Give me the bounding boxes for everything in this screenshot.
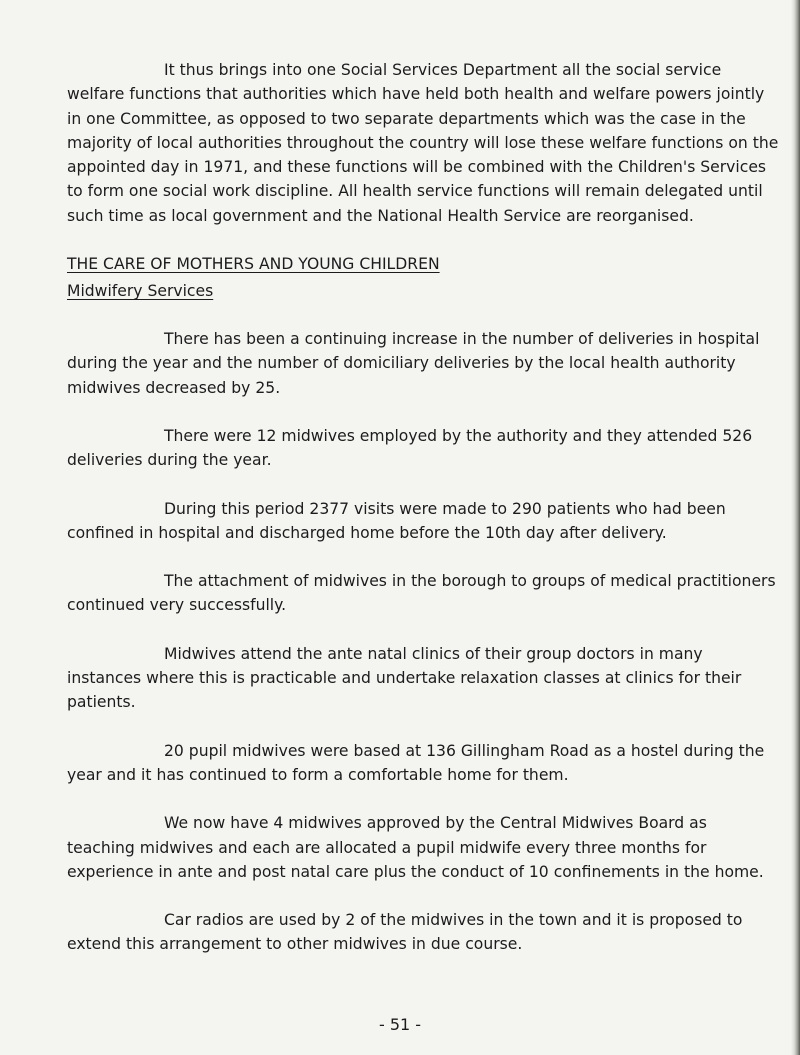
spacer (67, 884, 779, 908)
subsection-heading-text: Midwifery Services (67, 282, 214, 301)
spacer (67, 303, 779, 327)
paragraph-teaching-midwives: We now have 4 midwives approved by the Central Midwives Board as teaching midwives and each are allocated a pupil midwife every three months for experience in ante and post natal care plus the conduct of 10 confinements in the home. (67, 814, 764, 881)
spacer (67, 787, 779, 811)
paragraph-pupil-midwives: 20 pupil midwives were based at 136 Gillingham Road as a hostel during the year and it has continued to form a comfortable home for them. (67, 741, 765, 784)
paragraph-midwives-employed: There were 12 midwives employed by the authority and they attended 526 deliveries during the year. (67, 426, 753, 470)
document-body (67, 58, 779, 957)
spacer (67, 715, 779, 739)
paragraph-attachment: The attachment of midwives in the borough to groups of medical practitioners continued very successfully. (67, 572, 776, 615)
intro-paragraph: It thus brings into one Social Services Department all the social service welfare functions that authorities which have held both health and welfare powers jointly in one Committee, as opposed to two separate departments which was the case in the majority of local authorities throughout the country will lose these welfare functions on the appointed day in 1971, and these functions will be combined with the Children's Services to form one social work discipline. All health service functions will remain delegated until such time as local government and the National Health Service are reorganised. (67, 61, 779, 225)
spacer (67, 228, 779, 252)
page-number: - 51 - (378, 1015, 422, 1034)
subsection-heading (67, 279, 779, 303)
page-edge-shadow (791, 0, 800, 1055)
spacer (67, 400, 779, 424)
paragraph-car-radios: Car radios are used by 2 of the midwives in the town and it is proposed to extend this arrangement to other midwives in due course. (67, 911, 743, 954)
section-heading-text: THE CARE OF MOTHERS AND YOUNG CHILDREN (67, 255, 440, 274)
paragraph-visits: During this period 2377 visits were made to 290 patients who had been confined in hospital and discharged home before the 10th day after delivery. (67, 499, 726, 542)
spacer (67, 545, 779, 569)
spacer (67, 618, 779, 642)
section-heading (67, 252, 779, 276)
paragraph-deliveries-trend: There has been a continuing increase in the number of deliveries in hospital during the year and the number of domiciliary deliveries by the local health authority midwives decreased by 25. (67, 330, 760, 397)
spacer (67, 473, 779, 497)
paragraph-ante-natal-clinics: Midwives attend the ante natal clinics of their group doctors in many instances where this is practicable and undertake relaxation classes at clinics for their patients. (67, 644, 742, 712)
